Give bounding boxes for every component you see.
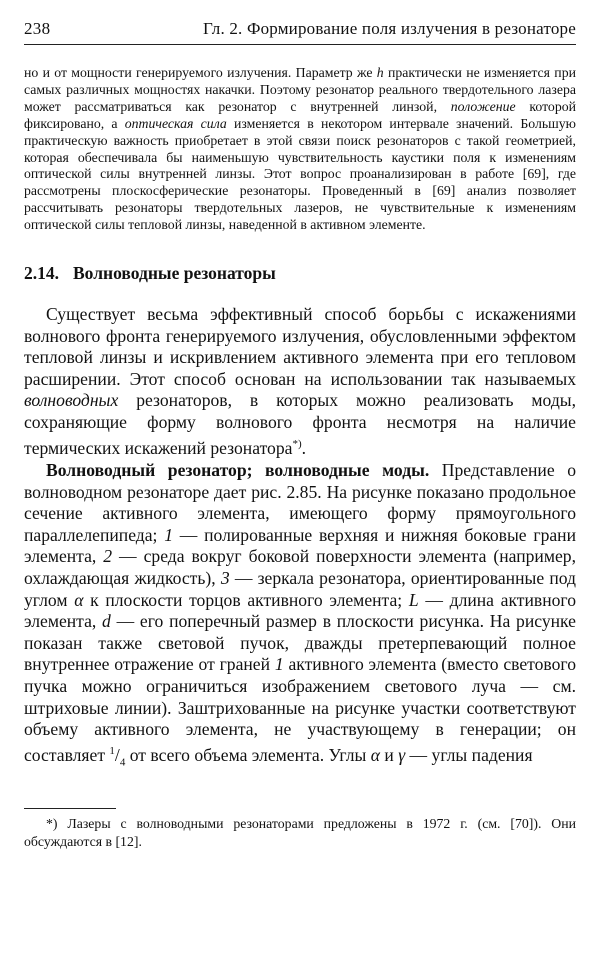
footnote-mark: *) <box>292 437 302 450</box>
page-number: 238 <box>24 19 51 38</box>
footnote-mark: *) <box>46 815 58 831</box>
variable-h: h <box>376 65 384 80</box>
section-heading <box>24 262 576 284</box>
paragraph-1: Существует весьма эффективный способ борьбы с искажениями волнового фронта генерируемого излучения, обусловленными эффектом тепловой линзы и искривлением активного элемента при его тепловом расширении. Этот способ основан на использовании так называемых волноводных резонаторов, в которых можно реализовать моды, сохраняющие форму волнового фронта несмотря на наличие термических искажений резонатора*). <box>24 304 576 458</box>
intro-paragraph: но и от мощности генерируемого излучения. Параметр же h практически не изменяется при самых различных мощностях накачки. Поэтому резонатор реального твердотельного лазера может рассматриваться как резонатор с внутренней линзой, положение которой фиксировано, а оптическая сила изменяется в некотором интервале значений. Большую практическую важность приобретает в этой связи поиск резонаторов с такой геометрией, которая обеспечивала бы наименьшую чувствительность каустики поля к изменениям оптической силы внутренней линзы. Этот вопрос проанализирован в работе [69], где рассмотрены плоскосферические резонаторы. Проведенный в [69] анализ позволяет рассчитывать резонаторы твердотельных лазеров, не чувствительные к изменениям оптической силы тепловой линзы, наведенной в активном элементе. <box>24 65 576 233</box>
run-in-heading: Волноводный резонатор; волноводные моды. <box>46 460 430 481</box>
emphasis-waveguide: волноводных <box>24 390 119 411</box>
footnote-divider <box>24 808 116 809</box>
body-text <box>24 304 576 774</box>
emphasis-optical-power: оптическая сила <box>124 115 227 131</box>
emphasis-position: положение <box>450 98 516 114</box>
section-title: Волноводные резонаторы <box>73 263 276 284</box>
paragraph-2: Волноводный резонатор; волноводные моды. Представление о волноводном резонаторе дает рис. 2.85. На рисунке показано продольное сечение активного элемента, имеющего форму прямоугольного параллелепипеда; 1 — полированные верхняя и нижняя боковые грани элемента, 2 — среда вокруг боковой поверхности элемента (например, охлаждающая жидкость), 3 — зеркала резонатора, ориентированные под углом α к плоскости торцов активного элемента; L — длина активного элемента, d — его поперечный размер в плоскости рисунка. На рисунке показан также световой пучок, дважды претерпевающий полное внутреннее отражение от граней 1 активного элемента (вместо светового пучка можно ограничиться изображением светового луча — см. штриховые линии). Заштрихованные на рисунке участки соответствуют объему активного элемента, не участвующему в генерации; он составляет $^1/_4$ от всего объема элемента. Углы α и γ — углы падения <box>24 460 577 769</box>
fraction-one-quarter: $^1/_4$ <box>109 744 126 769</box>
footnote: *) Лазеры с волноводными резонаторами предложены в 1972 г. (см. [70]). Они обсуждаются в [12]. <box>24 815 576 849</box>
book-page <box>24 18 576 851</box>
page-header <box>24 18 576 45</box>
running-title: Гл. 2. Формирование поля излучения в резонаторе <box>203 19 576 38</box>
section-number: 2.14. <box>24 263 59 284</box>
